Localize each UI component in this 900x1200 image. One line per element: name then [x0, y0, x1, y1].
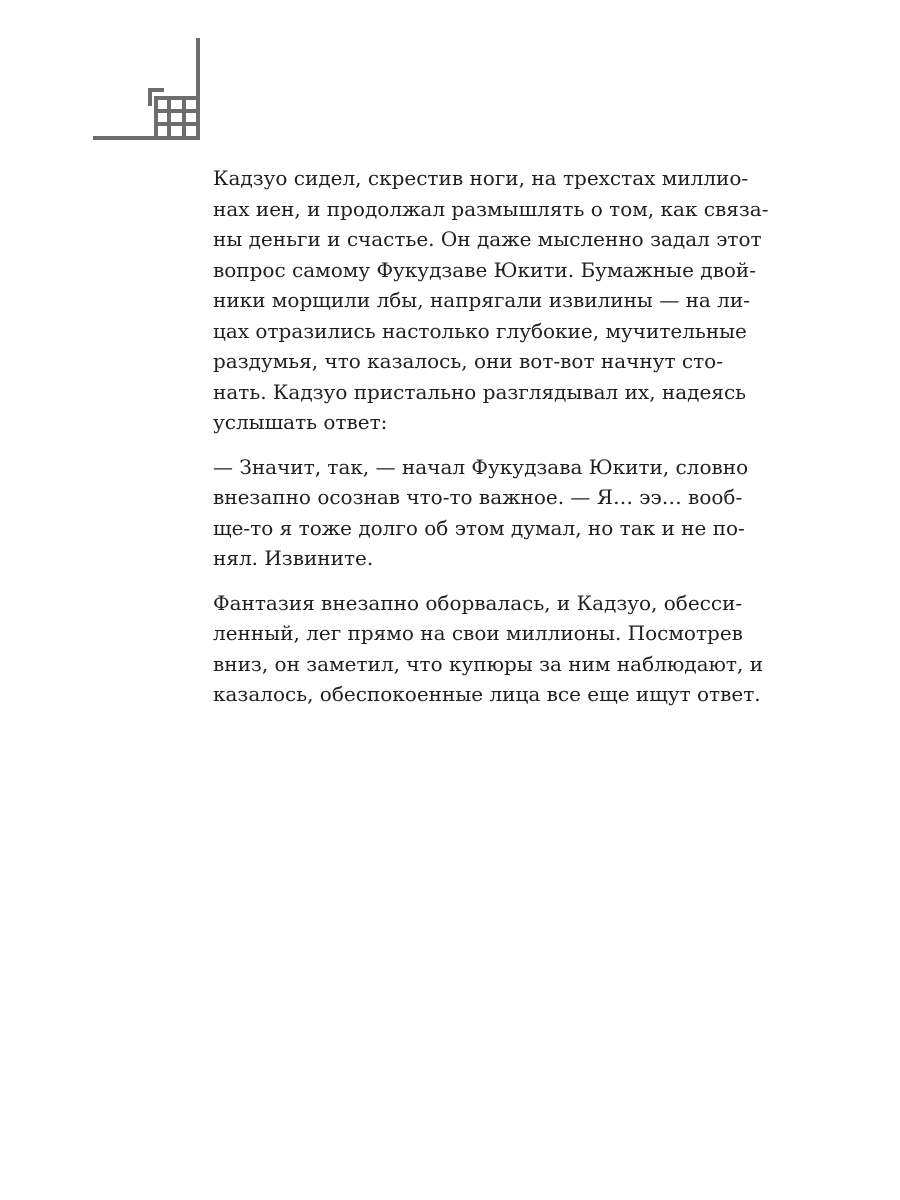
text-line: казалось, обеспокоенные лица все еще ищут ответ.	[213, 682, 761, 706]
text-line: вопрос самому Фукудзаве Юкити. Бумажные двой-	[213, 257, 756, 282]
corner-lattice-ornament-icon	[0, 0, 220, 160]
paragraph-3	[213, 588, 764, 710]
text-line: внезапно осознав что-то важное. — Я… ээ… вооб-	[213, 485, 743, 509]
text-line: ще-то я тоже долго об этом думал, но так и не по-	[213, 515, 745, 540]
text-line: нать. Кадзуо пристально разглядывал их, надеясь	[213, 379, 747, 404]
paragraph-2	[213, 452, 749, 574]
text-line: Кадзуо сидел, скрестив ноги, на трехстах миллио-	[213, 166, 749, 190]
text-line: раздумья, что казалось, они вот-вот начнут сто-	[213, 349, 723, 373]
text-line: ны деньги и счастье. Он даже мысленно задал этот	[213, 227, 762, 251]
paragraph-1	[213, 163, 769, 438]
text-line: вниз, он заметил, что купюры за ним наблюдают, и	[213, 651, 764, 676]
text-line: услышать ответ:	[213, 410, 388, 434]
text-line: ленный, лег прямо на свои миллионы. Посмотрев	[213, 621, 743, 645]
text-line: Фантазия внезапно оборвалась, и Кадзуо, обесси-	[213, 590, 743, 615]
text-line: — Значит, так, — начал Фукудзава Юкити, словно	[213, 454, 749, 479]
body-text	[213, 163, 769, 724]
text-line: ники морщили лбы, напрягали извилины — на ли-	[213, 288, 750, 312]
text-line: нах иен, и продолжал размышлять о том, как связа-	[213, 196, 769, 221]
text-line: цах отразились настолько глубокие, мучительные	[213, 318, 747, 343]
text-line: нял. Извините.	[213, 546, 374, 570]
